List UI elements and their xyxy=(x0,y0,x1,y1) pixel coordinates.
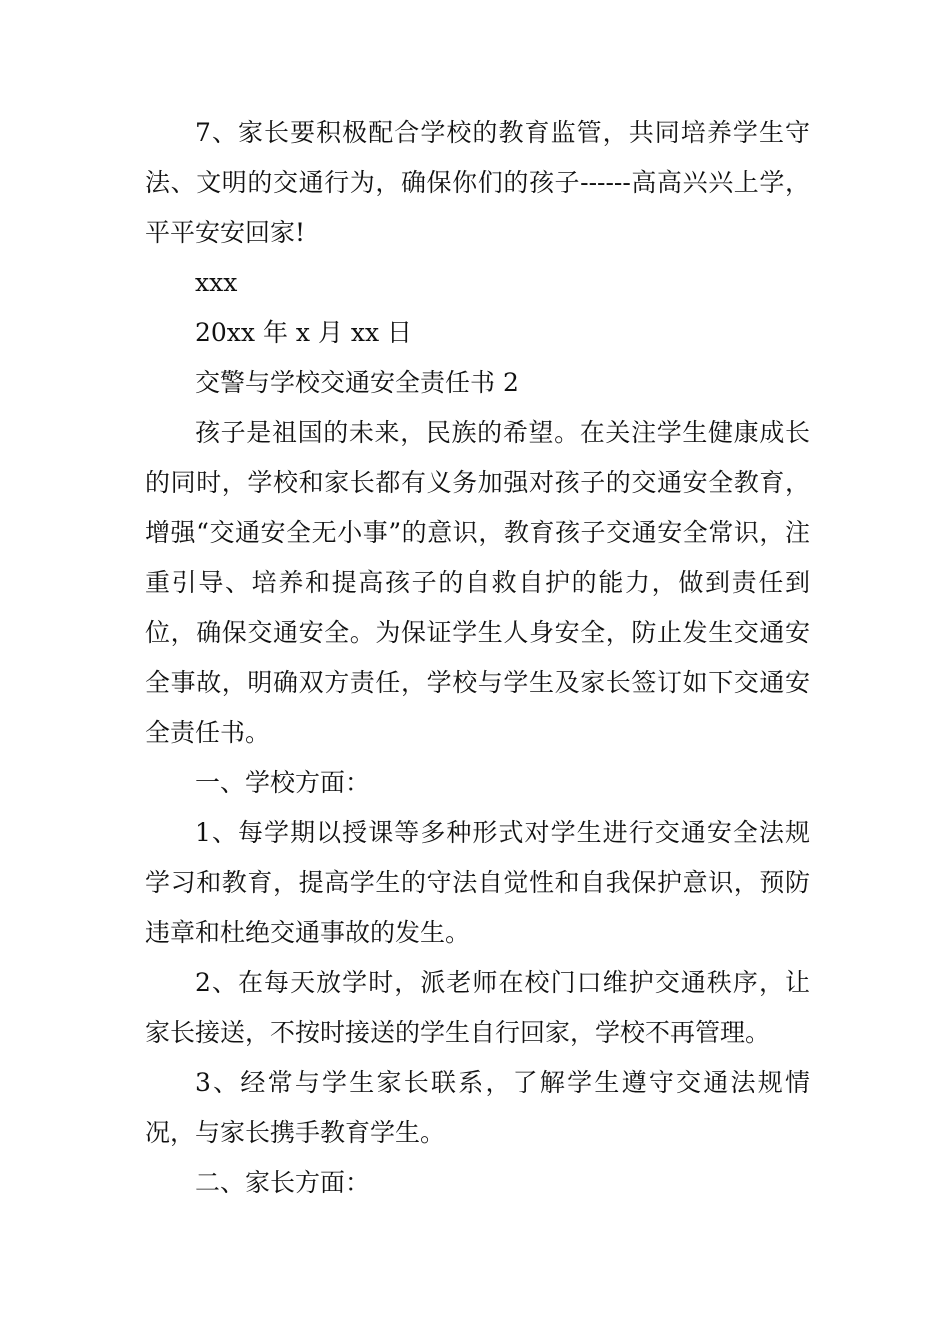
document-body xyxy=(145,108,810,1208)
section-title: 交警与学校交通安全责任书 2 xyxy=(195,368,519,397)
signature-name: xxx xyxy=(195,268,238,297)
heading-school: 一、学校方面： xyxy=(195,768,371,797)
paragraph-item-3: 3、经常与学生家长联系，了解学生遵守交通法规情况，与家长携手教育学生。 xyxy=(145,1068,810,1147)
paragraph-item-1: 1、每学期以授课等多种形式对学生进行交通安全法规学习和教育，提高学生的守法自觉性和自我保护意识，预防违章和杜绝交通事故的发生。 xyxy=(145,818,810,947)
signature-date: 20xx 年 x 月 xx 日 xyxy=(195,318,413,347)
heading-parents: 二、家长方面： xyxy=(195,1168,371,1197)
paragraph-item-7: 7、家长要积极配合学校的教育监管，共同培养学生守法、文明的交通行为，确保你们的孩子------高高兴兴上学，平平安安回家! xyxy=(145,118,810,247)
paragraph-item-2: 2、在每天放学时，派老师在校门口维护交通秩序，让家长接送，不按时接送的学生自行回家，学校不再管理。 xyxy=(145,968,810,1047)
intro-paragraph: 孩子是祖国的未来，民族的希望。在关注学生健康成长的同时，学校和家长都有义务加强对孩子的交通安全教育，增强“交通安全无小事”的意识，教育孩子交通安全常识，注重引导、培养和提高孩子的自救自护的能力，做到责任到位，确保交通安全。为保证学生人身安全，防止发生交通安全事故，明确双方责任，学校与学生及家长签订如下交通安全责任书。 xyxy=(145,418,810,747)
